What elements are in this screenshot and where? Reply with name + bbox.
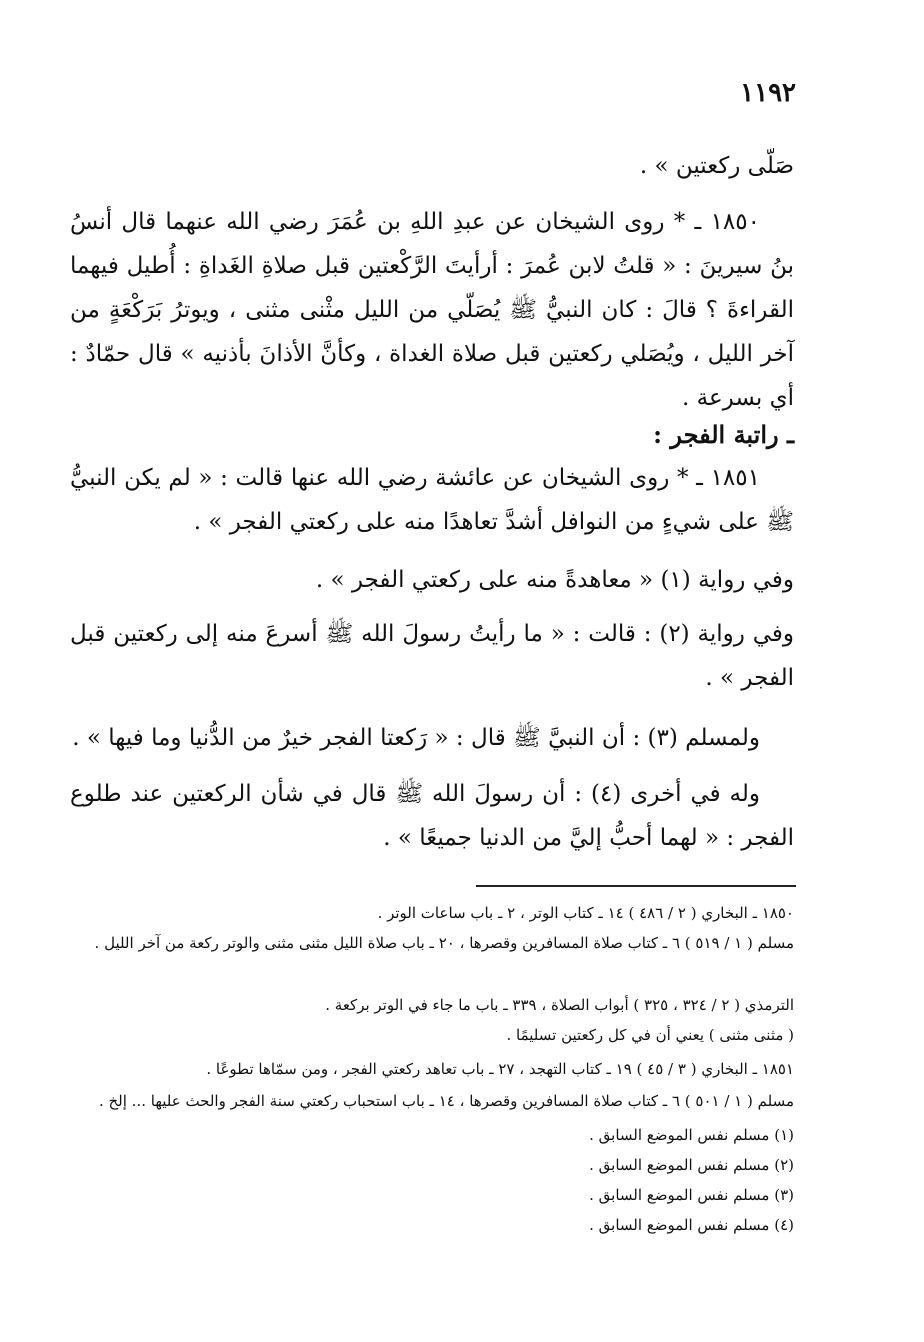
narration-3: ولمسلم (٣) : أن النبيَّ ﷺ قال : « رَكعتا الفجر خيرٌ من الدُّنيا وما فيها » . bbox=[72, 725, 760, 751]
continuation-line: صَلّى ركعتين » . bbox=[639, 153, 794, 179]
section-heading: ـ راتبة الفجر : bbox=[653, 420, 794, 449]
footnote-ref-2: (٢) مسلم نفس الموضع السابق . bbox=[589, 1156, 794, 1174]
hadith-1851: ١٨٥١ ـ * روى الشيخان عن عائشة رضي الله عنها قالت : « لم يكن النبيُّ ﷺ على شيءٍ من النوافل أشدَّ تعاهدًا منه على ركعتي الفجر » . bbox=[70, 465, 794, 535]
footnote-1850-muslim: مسلم ( ١ / ٥١٩ ) ٦ ـ كتاب صلاة المسافرين وقصرها ، ٢٠ ـ باب صلاة الليل مثنى مثنى والوتر ركعة من آخر الليل . bbox=[94, 934, 794, 952]
footnote-ref-1: (١) مسلم نفس الموضع السابق . bbox=[589, 1126, 794, 1144]
hadith-1850: ١٨٥٠ ـ * روى الشيخان عن عبدِ اللهِ بن عُمَرَ رضي الله عنهما قال أنسُ بنُ سيرينَ : « قلتُ لابن عُمرَ : أرأيتَ الرَّكْعتين قبل صلاةِ الغَداةِ : أُطيل فيهما القراءةَ ؟ قالَ : كان النبيُّ ﷺ يُصَلّي من الليل مثْنى مثنى ، ويوترُ بَرَكْعَةٍ من آخر الليل ، ويُصَلي ركعتين قبل صلاة الغداة ، وكأنَّ الأذانَ بأذنيه » قال حمّادٌ : أي بسرعة . bbox=[70, 209, 794, 411]
footnote-1851-bukhari: ١٨٥١ ـ البخاري ( ٣ / ٤٥ ) ١٩ ـ كتاب التهجد ، ٢٧ ـ باب تعاهد ركعتي الفجر ، ومن سمّاها تطوعًا . bbox=[206, 1060, 794, 1078]
footnote-1850-tirmidhi: الترمذي ( ٢ / ٣٢٤ ، ٣٢٥ ) أبواب الصلاة ، ٣٣٩ ـ باب ما جاء في الوتر بركعة . bbox=[325, 996, 794, 1014]
narration-1: وفي رواية (١) « معاهدةً منه على ركعتي الفجر » . bbox=[315, 567, 794, 593]
footnote-ref-4: (٤) مسلم نفس الموضع السابق . bbox=[589, 1216, 794, 1234]
page-number: ١١٩٢ bbox=[740, 78, 796, 108]
narration-2: وفي رواية (٢) : قالت : « ما رأيتُ رسولَ الله ﷺ أسرعَ منه إلى ركعتين قبل الفجر » . bbox=[70, 621, 794, 691]
footnote-1850-note: ( مثنى مثنى ) يعني أن في كل ركعتين تسليمًا . bbox=[506, 1026, 794, 1044]
narration-4: وله في أخرى (٤) : أن رسولَ الله ﷺ قال في شأن الركعتين عند طلوع الفجر : « لهما أحبُّ إليَّ من الدنيا جميعًا » . bbox=[70, 781, 794, 851]
footnote-1851-muslim: مسلم ( ١ / ٥٠١ ) ٦ ـ كتاب صلاة المسافرين وقصرها ، ١٤ ـ باب استحباب ركعتي سنة الفجر والحث عليها ... إلخ . bbox=[98, 1092, 794, 1110]
footnote-ref-3: (٣) مسلم نفس الموضع السابق . bbox=[589, 1186, 794, 1204]
footnote-divider bbox=[476, 885, 796, 887]
footnote-1850-bukhari: ١٨٥٠ ـ البخاري ( ٢ / ٤٨٦ ) ١٤ ـ كتاب الوتر ، ٢ ـ باب ساعات الوتر . bbox=[377, 904, 794, 922]
